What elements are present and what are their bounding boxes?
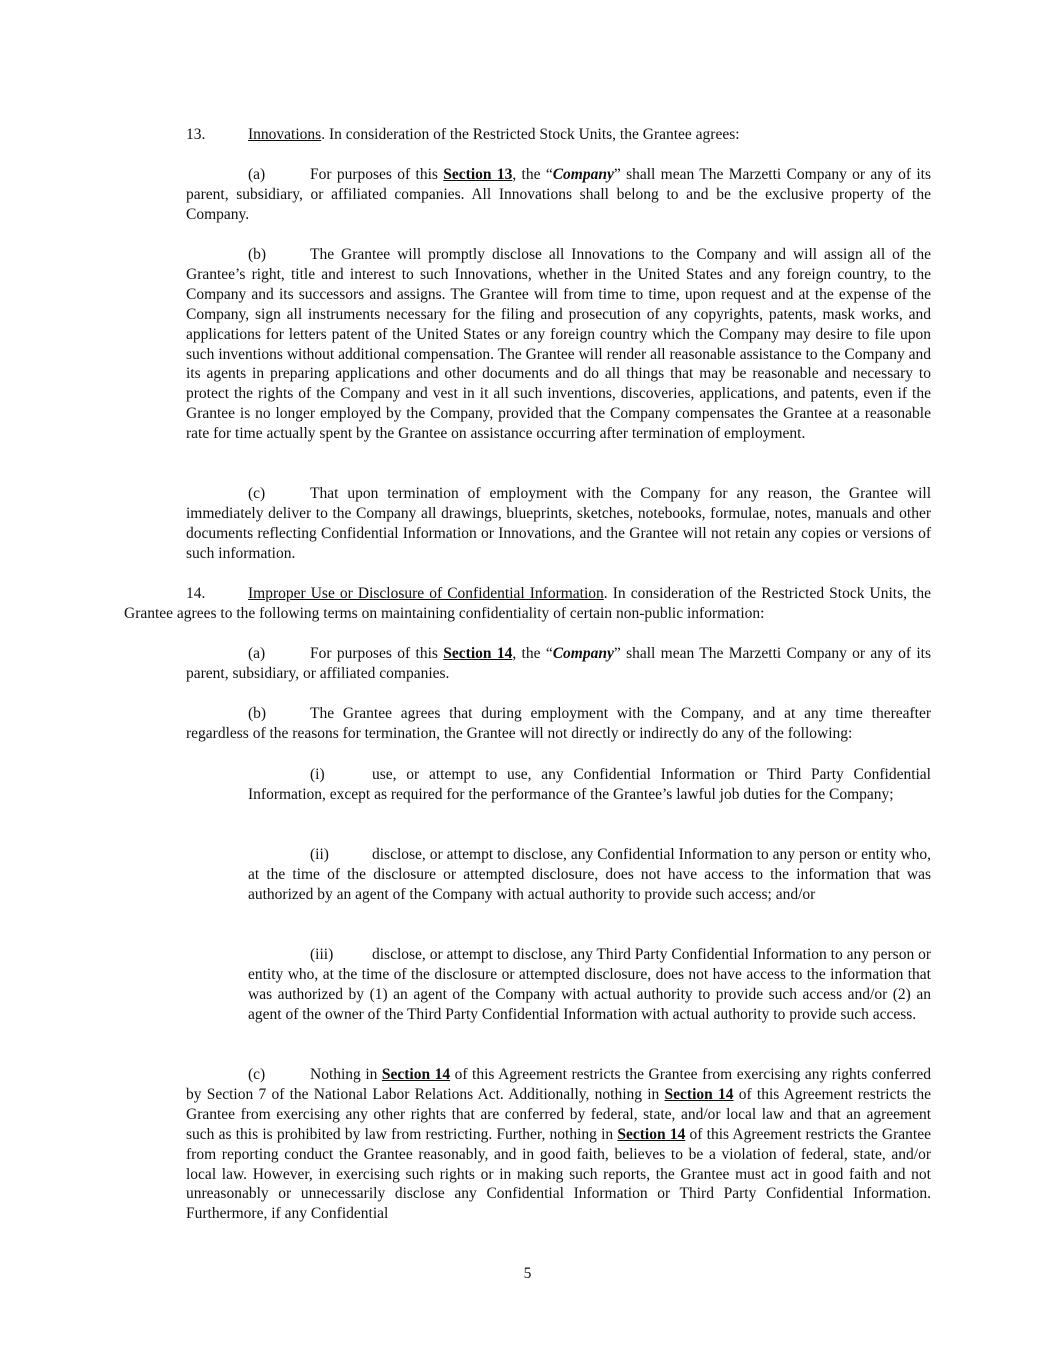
section-14c-paragraph: (c) Nothing in Section 14 of this Agreement restricts the Grantee from exercising any rights conferred by Section 7 of the National Labor Relations Act. Additionally, nothing in Section 14 of this Agreement restricts the Grantee from exercising any other rights that are conferred by federal, state, and/or local law and that an agreement such as this is prohibited by law from restricting. Further, nothing in Section 14 of this Agreement restricts the Grantee from reporting conduct the Grantee reasonably, and in good faith, believes to be a violation of federal, state, and/or local law. However, in exercising such rights or in making such reports, the Grantee must act in good faith and not unreasonably or unnecessarily disclose any Confidential Information or Third Party Confidential Information. Furthermore, if any Confidential xyxy=(186,1066,932,1223)
section-14-reference: Section 14 xyxy=(443,645,513,662)
section-14-reference: Section 14 xyxy=(617,1125,686,1143)
section-13b-paragraph: (b) The Grantee will promptly disclose all Innovations to the Company and will assign all of the Grantee’s right, title and interest to such Innovations, whether in the United States and any foreign country, to the Company and its successors and assigns. The Grantee will from time to time, upon request and at the expense of the Company, sign all instruments necessary for the filing and prosecution of any copyrights, patents, mask works, and applications for letters patent of the United States or any foreign country which the Company may desire to file upon such inventions without additional compensation. The Grantee will render all reasonable assistance to the Company and its agents in preparing applications and other documents and do all things that may be reasonable and necessary to protect the rights of the Company and vest in it all such inventions, discoveries, applications, and patents, even if the Grantee is no longer employed by the Company, provided that the Company compensates the Grantee at a reasonable rate for time actually spent by the Grantee on assistance occurring after termination of employment. xyxy=(186,246,931,443)
section-14-heading xyxy=(124,584,931,624)
defined-term-company: Company xyxy=(552,166,614,183)
section-13b-label: (b) xyxy=(248,246,267,263)
section-14a-paragraph: (a) For purposes of this Section 14, the “Company” shall mean The Marzetti Company or any of its parent, subsidiary, or affiliated companies. xyxy=(186,645,931,682)
defined-term-company: Company xyxy=(552,645,614,662)
section-13-number: 13. xyxy=(186,126,206,143)
section-14b-iii-label: (iii) xyxy=(310,946,334,963)
section-14b-iii-paragraph: (iii) disclose, or attempt to disclose, any Third Party Confidential Information to any person or entity who, at the time of the disclosure or attempted disclosure, does not have access to the information that was authorized by (1) an agent of the Company with actual authority to provide such access and/or (2) an agent of the owner of the Third Party Confidential Information with actual authority to provide such access. xyxy=(248,946,931,1023)
section-14-number: 14. xyxy=(186,585,206,602)
section-13c-label: (c) xyxy=(248,485,266,502)
section-13-heading xyxy=(186,125,931,145)
section-14b-i-paragraph: (i) use, or attempt to use, any Confidential Information or Third Party Confidential Information, except as required for the performance of the Grantee’s lawful job duties for the Company; xyxy=(248,766,931,803)
section-13c-paragraph: (c) That upon termination of employment with the Company for any reason, the Grantee will immediately deliver to the Company all drawings, blueprints, sketches, notebooks, formulae, notes, manuals and other documents reflecting Confidential Information or Innovations, and the Grantee will not retain any copies or versions of such information. xyxy=(186,485,931,562)
section-14b-ii-label: (ii) xyxy=(310,846,329,863)
section-14b-i-label: (i) xyxy=(310,766,325,783)
section-14b-paragraph: (b) The Grantee agrees that during employment with the Company, and at any time thereafter regardless of the reasons for termination, the Grantee will not directly or indirectly do any of the following: xyxy=(186,705,931,742)
section-13a-paragraph: (a) For purposes of this Section 13, the “Company” shall mean The Marzetti Company or any of its parent, subsidiary, or affiliated companies. All Innovations shall belong to and be the exclusive property of the Company. xyxy=(186,166,931,223)
section-13a-label: (a) xyxy=(248,166,266,183)
section-14b-label: (b) xyxy=(248,705,267,722)
section-14-intro: . In consideration of the Restricted Stock Units, the Grantee agrees to the following terms on maintaining confidentiality of certain non-public information: xyxy=(124,585,931,622)
section-14c-label: (c) xyxy=(248,1066,266,1083)
section-13-reference: Section 13 xyxy=(443,166,513,183)
page-number: 5 xyxy=(523,1265,532,1282)
section-14-reference: Section 14 xyxy=(664,1085,734,1103)
section-13-intro: . In consideration of the Restricted Stock Units, the Grantee agrees: xyxy=(321,126,740,143)
section-14a-label: (a) xyxy=(248,645,266,662)
section-13-title: Innovations xyxy=(248,126,322,143)
section-14-reference: Section 14 xyxy=(381,1066,451,1083)
section-14-title: Improper Use or Disclosure of Confidential Information xyxy=(248,585,604,602)
section-14b-ii-paragraph: (ii) disclose, or attempt to disclose, any Confidential Information to any person or entity who, at the time of the disclosure or attempted disclosure, does not have access to the information that was authorized by an agent of the Company with actual authority to provide such access; and/or xyxy=(248,846,931,903)
